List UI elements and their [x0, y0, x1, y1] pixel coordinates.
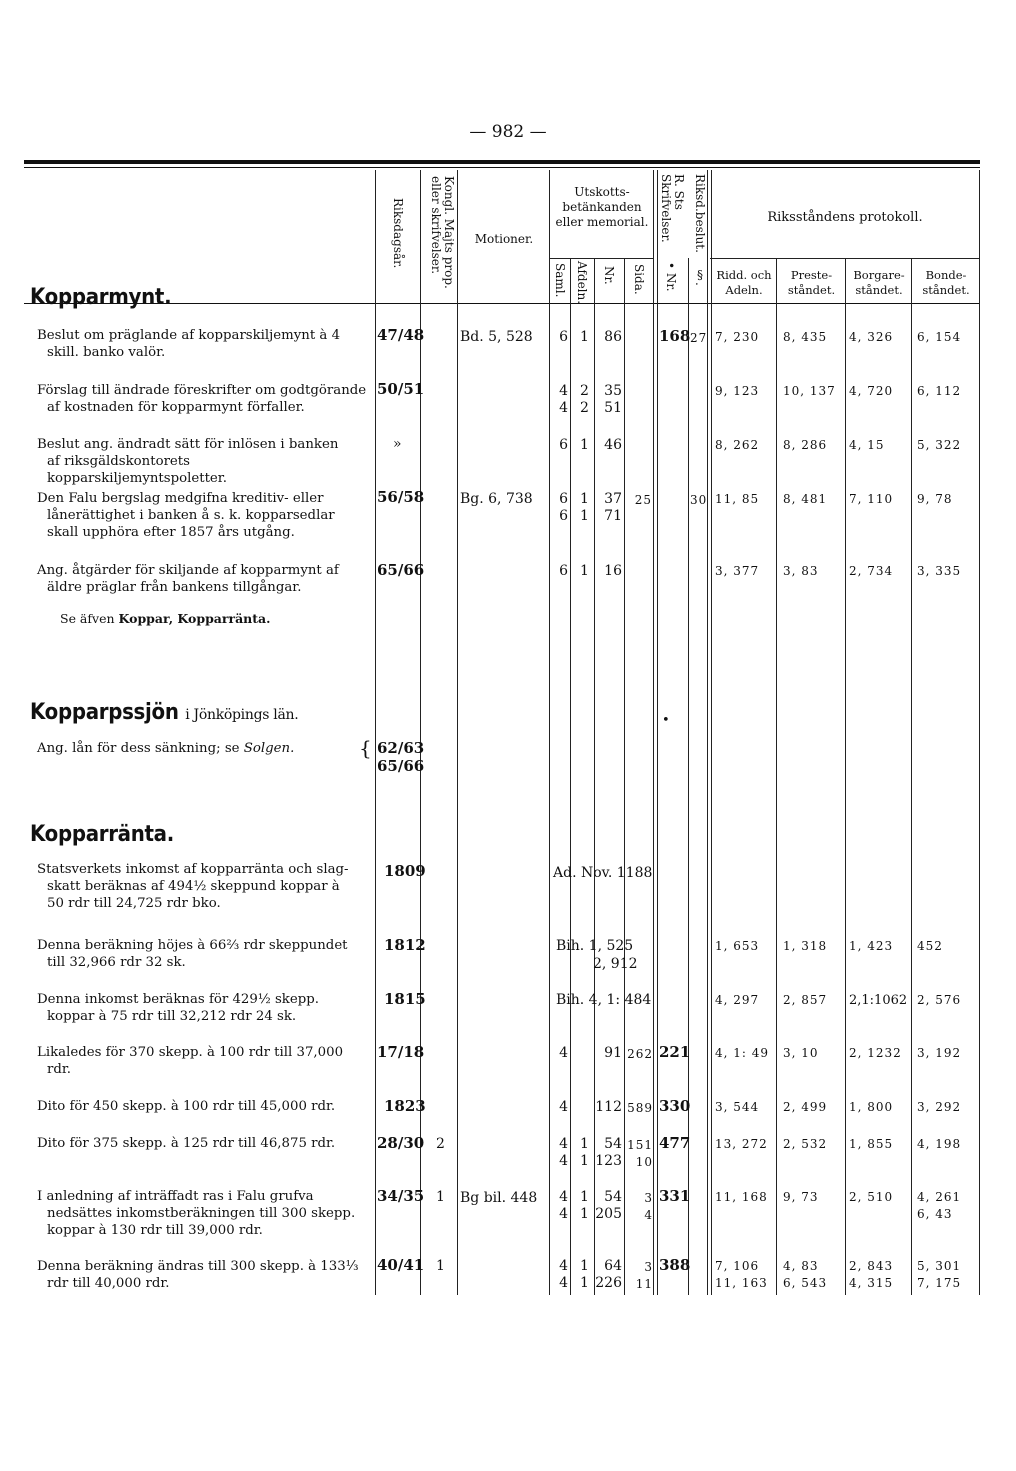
- row-afdeln: 1: [580, 1153, 589, 1169]
- row-desc: Ang. åtgärder för skiljande af kopparmynt af äldre präglar från bankens tillgångar.: [37, 563, 339, 595]
- col-rule: [979, 170, 980, 1295]
- row-saml: 4: [559, 1275, 568, 1291]
- hdr-afdeln: Afdeln.: [575, 261, 589, 305]
- row-rsts: 388: [659, 1256, 691, 1274]
- row-bonde: 3, 192: [917, 1046, 962, 1060]
- see-also-prefix: Se äfven: [60, 611, 115, 626]
- row-sida: 10: [635, 1155, 653, 1169]
- row-afdeln: 1: [580, 329, 589, 345]
- row-afdeln: 1: [580, 563, 589, 579]
- row-saml: 6: [559, 563, 568, 579]
- row-rsts: 221: [659, 1043, 691, 1061]
- row-bonde: 452: [917, 939, 943, 953]
- row-bonde: 5, 322: [917, 438, 962, 452]
- hdr-sida: Sida.: [632, 264, 646, 295]
- row-saml: 6: [559, 437, 568, 453]
- row-saml: 4: [559, 1153, 568, 1169]
- row-borgare: 1, 855: [849, 1137, 894, 1151]
- row-utskott: Ad. Nov. 1188: [553, 865, 653, 881]
- page-number: — 982 —: [469, 122, 547, 142]
- row-nr: 37: [604, 491, 622, 507]
- row-nr: 112: [595, 1099, 622, 1115]
- row-preste: 9, 73: [783, 1190, 819, 1204]
- row-year: 50/51: [377, 380, 425, 398]
- row-rsts: 331: [659, 1187, 691, 1205]
- row-sida: 4: [644, 1208, 653, 1222]
- see-also-note: [60, 611, 271, 626]
- row-borgare: 4, 315: [849, 1276, 894, 1290]
- hdr-kongl: Kongl. Majts prop. eller skrifvelser.: [429, 176, 456, 289]
- row-rsts: 477: [659, 1134, 691, 1152]
- row-saml: 4: [559, 383, 568, 399]
- row-nr: 123: [595, 1153, 622, 1169]
- row-afdeln: 2: [580, 400, 589, 416]
- hdr-riksd-s: §.: [693, 268, 707, 286]
- row-bonde: 6, 43: [917, 1207, 953, 1221]
- top-rule-thin: [24, 167, 980, 168]
- row-sida: 3: [644, 1260, 653, 1274]
- row-sida: 3: [644, 1191, 653, 1205]
- row-desc: Beslut ang. ändradt sätt för inlösen i banken af riksgäldskontorets kopparskiljemyntspoletter.: [37, 437, 339, 486]
- hdr-riksd: Riksd.beslut.: [693, 174, 707, 253]
- row-ridd: 3, 544: [715, 1100, 760, 1114]
- row-saml: 4: [559, 1189, 568, 1205]
- row-preste: 2, 499: [783, 1100, 828, 1114]
- col-rule-double: [707, 170, 712, 1295]
- row-sida: 589: [627, 1101, 653, 1115]
- section-kopparmynt: Kopparmynt.: [30, 285, 172, 310]
- row-bonde: 4, 198: [917, 1137, 962, 1151]
- hdr-preste: Preste- ståndet.: [787, 268, 836, 297]
- row-year: 1812: [384, 936, 426, 954]
- row-preste: 2, 857: [783, 993, 828, 1007]
- row-riksd: 27: [690, 331, 708, 345]
- row-desc: Förslag till ändrade föreskrifter om godtgörande af kostnaden för kopparmynt förfaller.: [37, 383, 367, 415]
- row-borgare: 2, 843: [849, 1259, 894, 1273]
- row-nr: 35: [604, 383, 622, 399]
- row-nr: 91: [604, 1045, 622, 1061]
- hdr-protokoll: Riksståndens protokoll.: [767, 210, 923, 225]
- row-desc: I anledning af inträffadt ras i Falu grufva nedsättes inkomstberäkningen till 300 skepp. koppar à 130 rdr till 39,000 rdr.: [37, 1189, 356, 1238]
- row-nr: 54: [604, 1136, 622, 1152]
- row-bonde: 7, 175: [917, 1276, 962, 1290]
- row-borgare: 2, 1232: [849, 1046, 902, 1060]
- row-nr: 54: [604, 1189, 622, 1205]
- row-afdeln: 1: [580, 437, 589, 453]
- row-preste: 1, 318: [783, 939, 828, 953]
- hdr-riksdagsar: Riksdagsår.: [391, 198, 405, 269]
- hdr-sub-rule: [549, 258, 653, 259]
- row-saml: 4: [559, 1045, 568, 1061]
- hdr-rsts-nr: • Nr.: [664, 262, 678, 292]
- row-ridd: 3, 377: [715, 564, 760, 578]
- col-rule: [845, 258, 846, 1295]
- see-also-refs: Koppar, Kopparränta.: [118, 611, 271, 626]
- hdr-utskotts: Utskotts- betänkanden eller memorial.: [555, 185, 649, 229]
- row-desc: Likaledes för 370 skepp. à 100 rdr till 37,000 rdr.: [37, 1045, 344, 1077]
- row-sida: 25: [634, 493, 652, 507]
- section-title: Kopparpssjön: [30, 700, 179, 725]
- row-afdeln: 1: [580, 1206, 589, 1222]
- row-afdeln: 1: [580, 508, 589, 524]
- row-sida: 151: [627, 1138, 653, 1152]
- row-sida: 262: [627, 1047, 653, 1061]
- row-bonde: 6, 154: [917, 330, 962, 344]
- row-kongl: 1: [436, 1189, 445, 1205]
- row-preste: 8, 481: [783, 492, 828, 506]
- row-kongl: 1: [436, 1258, 445, 1274]
- row-saml: 4: [559, 1099, 568, 1115]
- row-ridd: 13, 272: [715, 1137, 768, 1151]
- row-saml: 6: [559, 329, 568, 345]
- row-desc: Denna beräkning ändras till 300 skepp. à 133⅓ rdr till 40,000 rdr.: [37, 1259, 359, 1291]
- row-bonde: 3, 335: [917, 564, 962, 578]
- hdr-saml: Saml.: [553, 263, 567, 298]
- row-borgare: 1, 800: [849, 1100, 894, 1114]
- section-kopparranta: Kopparränta.: [30, 822, 174, 847]
- row-borgare: 2,1:1062: [849, 993, 908, 1008]
- col-rule: [457, 170, 458, 1295]
- row-nr: 71: [604, 508, 622, 524]
- row-year: 1809: [384, 862, 426, 880]
- col-rule: [375, 170, 376, 1295]
- row-ridd: 8, 262: [715, 438, 760, 452]
- row-year: 34/35: [377, 1187, 425, 1205]
- row-nr: 46: [604, 437, 622, 453]
- row-motion: Bg. 6, 738: [460, 491, 533, 507]
- row-desc: Denna inkomst beräknas för 429½ skepp. koppar à 75 rdr till 32,212 rdr 24 sk.: [37, 992, 319, 1024]
- row-saml: 4: [559, 1206, 568, 1222]
- row-ridd: 7, 230: [715, 330, 760, 344]
- hdr-ridd: Ridd. och Adeln.: [716, 268, 772, 297]
- row-desc: Denna beräkning höjes à 66⅔ rdr skeppundet till 32,966 rdr 32 sk.: [37, 938, 348, 970]
- row-riksd: 30: [690, 493, 708, 507]
- row-afdeln: 1: [580, 1136, 589, 1152]
- hdr-sub-rule: [710, 258, 980, 259]
- row-afdeln: 1: [580, 1258, 589, 1274]
- row-afdeln: 1: [580, 1275, 589, 1291]
- col-rule: [549, 170, 550, 1295]
- row-preste: 4, 83: [783, 1259, 819, 1273]
- row-motion: Bd. 5, 528: [460, 329, 533, 345]
- row-motion: Bg bil. 448: [460, 1190, 538, 1206]
- ink-dot: •: [662, 713, 670, 728]
- row-ridd: 11, 168: [715, 1190, 768, 1204]
- row-year: 1815: [384, 990, 426, 1008]
- col-rule-double: [653, 170, 658, 1295]
- row-desc: Beslut om präglande af kopparskiljemynt à 4 skill. banko valör.: [37, 328, 341, 360]
- row-ridd: 7, 106: [715, 1259, 760, 1273]
- row-preste: 2, 532: [783, 1137, 828, 1151]
- row-nr: 16: [604, 563, 622, 579]
- row-nr: 51: [604, 400, 622, 416]
- row-desc: Den Falu bergslag medgifna kreditiv- eller lånerättighet i banken å s. k. kopparsedlar skall upphöra efter 1857 års utgång.: [37, 491, 335, 540]
- row-year: 47/48: [377, 326, 425, 344]
- row-kongl: 2: [436, 1136, 445, 1152]
- row-preste: 8, 435: [783, 330, 828, 344]
- row-afdeln: 1: [580, 491, 589, 507]
- row-utskott: 2, 912: [593, 956, 638, 972]
- row-sida: 11: [635, 1277, 653, 1291]
- hdr-borgare: Borgare- ståndet.: [853, 268, 905, 297]
- row-year: 65/66: [377, 561, 425, 579]
- row-nr: 226: [595, 1275, 622, 1291]
- row-rsts: 168: [659, 327, 691, 345]
- row-afdeln: 1: [580, 1189, 589, 1205]
- row-borgare: 4, 326: [849, 330, 894, 344]
- row-borgare: 4, 720: [849, 384, 894, 398]
- row-bonde: 3, 292: [917, 1100, 962, 1114]
- row-preste: 3, 83: [783, 564, 819, 578]
- row-year: »: [393, 436, 402, 452]
- row-utskott: Bih. 4, 1: 484: [556, 992, 652, 1008]
- row-desc: Ang. lån för dess sänkning; se Solgen. {: [37, 736, 372, 760]
- row-desc: Dito för 450 skepp. à 100 rdr till 45,000 rdr.: [37, 1099, 336, 1114]
- row-borgare: 4, 15: [849, 438, 885, 452]
- row-preste: 6, 543: [783, 1276, 828, 1290]
- row-saml: 4: [559, 1136, 568, 1152]
- hdr-motioner: Motioner.: [474, 232, 534, 246]
- row-preste: 8, 286: [783, 438, 828, 452]
- row-year: 40/41: [377, 1256, 425, 1274]
- row-bonde: 4, 261: [917, 1190, 962, 1204]
- row-preste: 10, 137: [783, 384, 836, 398]
- row-year: 62/63: [377, 739, 425, 757]
- col-rule: [624, 258, 625, 1295]
- row-bonde: 9, 78: [917, 492, 953, 506]
- row-preste: 3, 10: [783, 1046, 819, 1060]
- row-borgare: 2, 734: [849, 564, 894, 578]
- row-afdeln: 2: [580, 383, 589, 399]
- row-bonde: 2, 576: [917, 993, 962, 1007]
- row-nr: 86: [604, 329, 622, 345]
- top-rule: [24, 160, 980, 164]
- row-ridd: 4, 1: 49: [715, 1046, 770, 1060]
- row-saml: 6: [559, 508, 568, 524]
- row-desc: Dito för 375 skepp. à 125 rdr till 46,875 rdr.: [37, 1136, 336, 1151]
- row-utskott: Bih. 1, 525: [556, 938, 634, 954]
- row-ridd: 1, 653: [715, 939, 760, 953]
- row-ridd: 4, 297: [715, 993, 760, 1007]
- row-borgare: 1, 423: [849, 939, 894, 953]
- row-rsts: 330: [659, 1097, 691, 1115]
- row-year: 1823: [384, 1097, 426, 1115]
- row-nr: 205: [595, 1206, 622, 1222]
- row-nr: 64: [604, 1258, 622, 1274]
- row-ridd: 9, 123: [715, 384, 760, 398]
- row-ridd: 11, 85: [715, 492, 760, 506]
- row-bonde: 5, 301: [917, 1259, 962, 1273]
- row-borgare: 2, 510: [849, 1190, 894, 1204]
- hdr-bonde: Bonde- ståndet.: [922, 268, 970, 297]
- row-year: 28/30: [377, 1134, 425, 1152]
- row-desc: Statsverkets inkomst af kopparränta och slag- skatt beräknas af 494½ skeppund koppar à 50 rdr till 24,725 rdr bko.: [37, 862, 349, 911]
- row-ridd: 11, 163: [715, 1276, 768, 1290]
- section-kopparpssjon: [30, 700, 298, 725]
- row-year: 56/58: [377, 488, 425, 506]
- row-borgare: 7, 110: [849, 492, 894, 506]
- col-rule: [776, 258, 777, 1295]
- hdr-nr: Nr.: [602, 266, 616, 285]
- col-rule: [570, 258, 571, 1295]
- row-bonde: 6, 112: [917, 384, 962, 398]
- section-subtitle: i Jönköpings län.: [185, 707, 299, 723]
- col-rule: [911, 258, 912, 1295]
- row-year: 17/18: [377, 1043, 425, 1061]
- row-saml: 6: [559, 491, 568, 507]
- row-saml: 4: [559, 1258, 568, 1274]
- row-year: 65/66: [377, 757, 425, 775]
- hdr-rsts: R. Sts Skrifvelser.: [659, 174, 686, 243]
- row-saml: 4: [559, 400, 568, 416]
